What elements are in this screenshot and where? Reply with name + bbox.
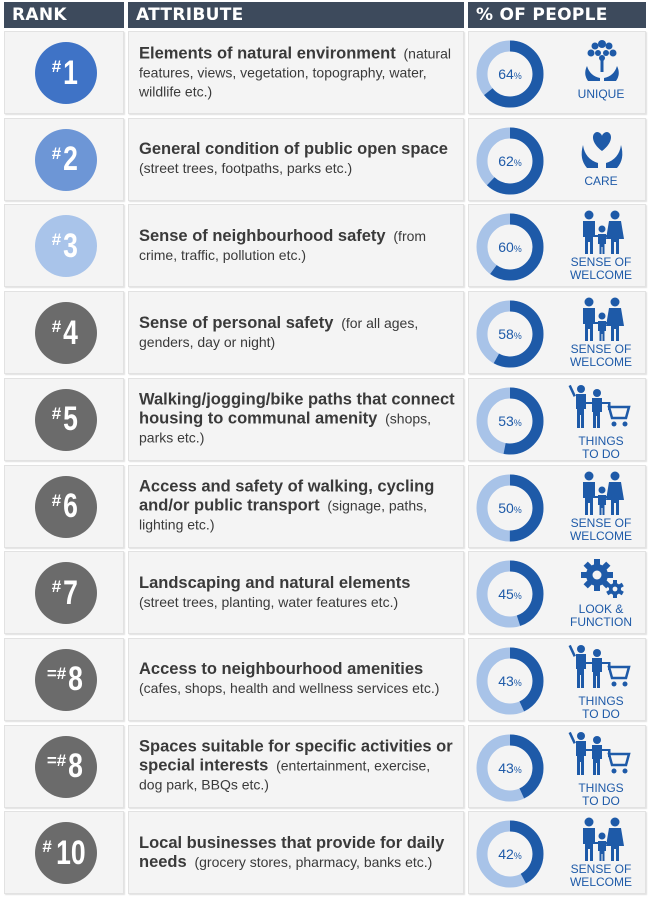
rank-badge: [35, 736, 97, 798]
attribute-text: [139, 738, 455, 795]
value-label: THINGS TO DO: [578, 780, 624, 808]
value-label: THINGS TO DO: [578, 433, 624, 461]
rank-prefix: #: [51, 490, 62, 510]
table-row: [0, 725, 650, 808]
rank-cell: [4, 378, 124, 461]
rank-cell: [4, 725, 124, 808]
table-row: [0, 118, 650, 201]
rank-cell: [4, 31, 124, 114]
percent-cell: [468, 291, 646, 374]
percent-value: 60: [498, 239, 514, 256]
percent-label: 43%: [498, 759, 522, 776]
percent-cell: [468, 725, 646, 808]
header-rank: RANK: [4, 2, 124, 28]
attribute-title: Access to neighbourhood amenities: [139, 660, 424, 679]
percent-value: 62: [498, 152, 514, 169]
gears-icon: [567, 556, 637, 602]
attribute-note: (natural features, views, vegetation, topography, water, wildlife etc.): [139, 45, 451, 99]
table-row: [0, 378, 650, 461]
attribute-cell: [128, 465, 464, 548]
rank-prefix: #: [51, 403, 62, 423]
attribute-text: [139, 834, 455, 872]
rank-badge: [35, 649, 97, 711]
rank-number: 2: [63, 140, 79, 179]
percent-cell: [468, 31, 646, 114]
attribute-title: Landscaping and natural elements: [139, 573, 411, 592]
family-icon: [567, 209, 637, 255]
attribute-note: (entertainment, exercise, dog park, BBQs etc.): [139, 757, 431, 793]
attribute-note: (for all ages, genders, day or night): [139, 314, 419, 350]
percent-label: 53%: [498, 412, 522, 429]
rank-number: 6: [63, 487, 79, 525]
attribute-note: (from crime, traffic, pollution etc.): [139, 227, 427, 263]
attribute-text: [139, 574, 455, 612]
rank-cell: [4, 638, 124, 721]
percent-cell: [468, 118, 646, 201]
attribute-title: Sense of personal safety: [139, 313, 334, 332]
rank-prefix: #: [51, 143, 62, 163]
attribute-text: [139, 660, 455, 698]
percent-value: 45: [498, 586, 514, 603]
percent-label: 42%: [498, 846, 522, 863]
table-row: [0, 638, 650, 721]
percent-label: 64%: [498, 66, 522, 82]
percent-cell: [468, 551, 646, 634]
attribute-text: [139, 227, 455, 265]
percent-label: 58%: [498, 326, 522, 343]
attribute-title: Walking/jogging/bike paths that connect housing to communal amenity: [139, 390, 455, 428]
value-label: SENSE OF WELCOME: [569, 515, 632, 543]
attribute-note: (shops, parks etc.): [139, 410, 432, 446]
percent-cell: [468, 204, 646, 287]
rank-number: 3: [63, 226, 79, 265]
people-trolley-icon: [567, 643, 637, 689]
attribute-cell: [128, 811, 464, 894]
percent-value: 53: [498, 412, 514, 429]
rank-prefix: #: [51, 577, 62, 597]
attribute-text: [139, 478, 455, 535]
attribute-note: (street trees, planting, water features etc.): [139, 593, 399, 610]
attribute-cell: [128, 638, 464, 721]
heart-hands-icon: [567, 123, 637, 169]
attribute-title: Elements of natural environment: [139, 44, 396, 62]
percent-donut: [476, 387, 544, 455]
attribute-cell: [128, 725, 464, 808]
attribute-text: [139, 391, 455, 448]
table-row: [0, 291, 650, 374]
rank-badge: [35, 215, 97, 277]
percent-cell: [468, 811, 646, 894]
table-row: [0, 465, 650, 548]
rank-badge: [35, 389, 97, 451]
attribute-cell: [128, 378, 464, 461]
percent-label: 62%: [498, 152, 522, 169]
table-row: [0, 551, 650, 634]
percent-label: 43%: [498, 672, 522, 689]
tree-hands-icon: [567, 36, 637, 82]
attribute-title: General condition of public open space: [139, 140, 448, 159]
percent-value: 42: [498, 846, 514, 863]
table-row: [0, 204, 650, 287]
value-label: SENSE OF WELCOME: [569, 862, 632, 890]
header-attribute: ATTRIBUTE: [128, 2, 464, 28]
attribute-cell: [128, 291, 464, 374]
attribute-title: Access and safety of walking, cycling and/or public transport: [139, 477, 435, 515]
percent-donut: [476, 647, 544, 715]
percent-value: 58: [498, 326, 514, 343]
percent-donut: [476, 300, 544, 368]
attribute-text: [139, 44, 455, 101]
rank-number: 7: [63, 573, 79, 612]
percent-cell: [468, 378, 646, 461]
value-label: THINGS TO DO: [578, 693, 624, 721]
rank-prefix: #: [51, 230, 62, 250]
percent-donut: [476, 127, 544, 195]
attribute-cell: [128, 204, 464, 287]
value-label: LOOK & FUNCTION: [570, 602, 632, 630]
rank-prefix: =#: [46, 750, 67, 770]
attribute-cell: [128, 118, 464, 201]
value-label: CARE: [584, 173, 618, 188]
rank-cell: [4, 291, 124, 374]
table-row: [0, 811, 650, 894]
rank-number: 1: [63, 53, 79, 92]
rank-badge: [35, 129, 97, 191]
percent-donut: [476, 474, 544, 542]
rank-cell: [4, 118, 124, 201]
percent-value: 50: [498, 499, 514, 516]
attribute-title: Local businesses that provide for daily needs: [139, 833, 445, 871]
percent-donut: [476, 560, 544, 628]
attribute-note: (street trees, footpaths, parks etc.): [139, 160, 353, 177]
people-trolley-icon: [567, 383, 637, 429]
percent-value: 64: [498, 66, 514, 82]
attribute-note: (signage, paths, lighting etc.): [139, 497, 427, 533]
rank-cell: [4, 204, 124, 287]
rank-cell: [4, 811, 124, 894]
rank-badge: [35, 42, 97, 104]
rank-cell: [4, 465, 124, 548]
value-label: SENSE OF WELCOME: [569, 255, 632, 283]
table-row: [0, 31, 650, 114]
percent-donut: [476, 213, 544, 281]
percent-label: 50%: [498, 499, 522, 516]
rank-prefix: #: [42, 837, 52, 857]
rank-badge: [35, 476, 97, 538]
value-label: UNIQUE: [577, 87, 625, 101]
attribute-title: Spaces suitable for specific activities or special interests: [139, 737, 453, 775]
attribute-cell: [128, 551, 464, 634]
value-label: SENSE OF WELCOME: [569, 342, 632, 370]
percent-donut: [476, 40, 544, 108]
rank-number: 10: [55, 833, 86, 872]
rank-number: 5: [63, 400, 79, 439]
percent-label: 45%: [498, 586, 522, 603]
attribute-note: (grocery stores, pharmacy, banks etc.): [194, 853, 433, 870]
rank-cell: [4, 551, 124, 634]
rank-prefix: #: [51, 317, 62, 337]
rank-number: 4: [63, 313, 79, 352]
people-trolley-icon: [567, 730, 637, 776]
percent-cell: [468, 465, 646, 548]
family-icon: [567, 816, 637, 862]
attribute-cell: [128, 31, 464, 114]
rank-prefix: #: [51, 57, 62, 76]
percent-donut: [476, 734, 544, 802]
rank-number: 8: [68, 747, 84, 786]
header-percent: % OF PEOPLE: [468, 2, 646, 28]
attribute-text: [139, 314, 455, 352]
rank-badge: [35, 562, 97, 624]
percent-label: 60%: [498, 239, 522, 256]
percent-donut: [476, 820, 544, 888]
rank-badge: [35, 822, 97, 884]
percent-value: 43: [498, 672, 514, 689]
rank-prefix: =#: [46, 663, 67, 683]
percent-value: 43: [498, 759, 514, 776]
family-icon: [567, 296, 637, 342]
attribute-title: Sense of neighbourhood safety: [139, 226, 386, 245]
rank-badge: [35, 302, 97, 364]
percent-cell: [468, 638, 646, 721]
attribute-note: (cafes, shops, health and wellness services etc.): [139, 680, 440, 697]
rank-number: 8: [68, 660, 84, 699]
attribute-text: [139, 140, 455, 178]
family-icon: [567, 470, 637, 516]
